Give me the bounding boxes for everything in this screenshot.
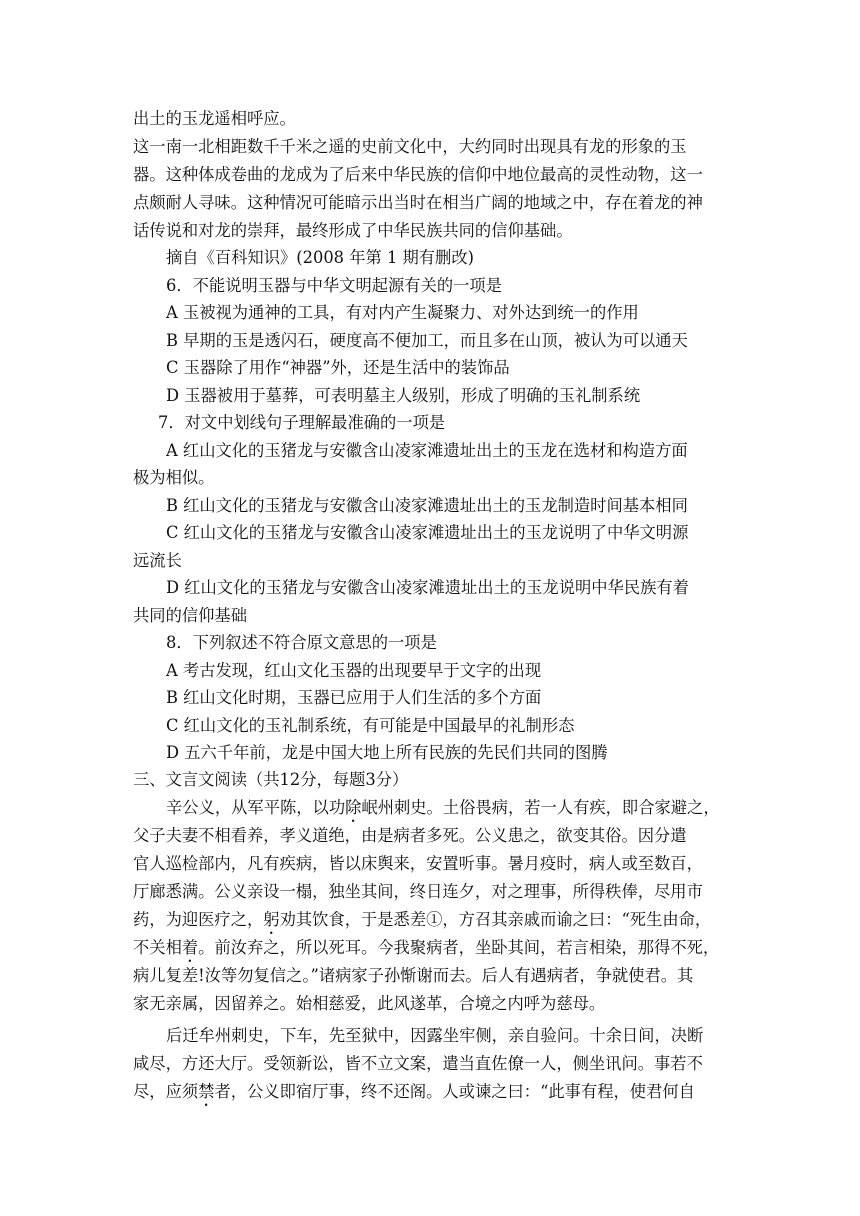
- source-citation: 摘自《百科知识》(2008 年第 1 期有删改): [166, 248, 474, 267]
- text-line: 器。这种体成卷曲的龙成为了后来中华民族的信仰中地位最高的灵性动物，这一: [133, 165, 703, 184]
- passage-line: 后迁牟州刺史，下车，先至狱中，因露坐牢侧，亲自验问。十余日间，决断: [166, 1026, 704, 1045]
- question-8-option-a: A 考古发现，红山文化玉器的出现要早于文字的出现: [166, 661, 542, 680]
- question-6-option-d: D 玉器被用于墓葬，可表明墓主人级别，形成了明确的玉礼制系统: [166, 386, 641, 405]
- question-7-option-b: B 红山文化的玉猪龙与安徽含山凌家滩遗址出土的玉龙制造时间基本相同: [166, 496, 688, 515]
- text-line: 点颇耐人寻味。这种情况可能暗示出当时在相当广阔的地域之中，存在着龙的神: [133, 193, 703, 212]
- section-heading: 三、文言文阅读（共12分，每题3分）: [133, 770, 409, 789]
- emphasized-char: 躬: [263, 910, 280, 929]
- question-7-option-a: A 红山文化的玉猪龙与安徽含山凌家滩遗址出土的玉龙在选材和构造方面: [166, 441, 688, 460]
- question-7-option-a-cont: 极为相似。: [133, 468, 215, 487]
- question-7-option-c-cont: 远流长: [133, 551, 182, 570]
- question-6: 6．不能说明玉器与中华文明起源有关的一项是: [166, 276, 502, 295]
- question-6-option-a: A 玉被视为通神的工具，有对内产生凝聚力、对外达到统一的作用: [166, 303, 639, 322]
- emphasized-char: 禁: [198, 1082, 215, 1101]
- question-6-option-c: C 玉器除了用作“神器”外，还是生活中的装饰品: [166, 358, 510, 377]
- emphasized-char: 着: [181, 938, 199, 957]
- passage-line: 尽，应须禁者，公义即宿厅事，终不还阁。人或谏之曰：“此事有程，使君何自: [133, 1082, 695, 1101]
- passage-line: 家无亲属，因留养之。始相慈爱，此风遂革，合境之内呼为慈母。: [133, 994, 606, 1013]
- passage-line: 辛公义，从军平陈，以功除岷州刺史。土俗畏病，若一人有疾，即合家避之，: [166, 798, 720, 817]
- passage-line: 厅廊悉满。公义亲设一榻，独坐其间，终日连夕，对之理事，所得秩俸，尽用市: [133, 882, 703, 901]
- text-line: 这一南一北相距数千千米之遥的史前文化中，大约同时出现具有龙的形象的玉: [133, 137, 687, 156]
- passage-line: 官人巡检部内，凡有疾病，皆以床舆来，安置听事。暑月疫时，病人或至数百，: [133, 854, 703, 873]
- passage-line: 不关相着。前汝弃之，所以死耳。今我聚病者，坐卧其间，若言相染，那得不死，: [133, 938, 720, 957]
- question-8-option-d: D 五六千年前，龙是中国大地上所有民族的先民们共同的图腾: [166, 743, 608, 762]
- emphasized-char: 除: [345, 798, 362, 817]
- question-7: 7．对文中划线句子理解最准确的一项是: [158, 413, 446, 432]
- question-7-option-d: D 红山文化的玉猪龙与安徽含山凌家滩遗址出土的玉龙说明中华民族有着: [166, 578, 689, 597]
- passage-line: 咸尽，方还大厅。受领新讼，皆不立文案，遣当直佐僚一人，侧坐讯问。事若不: [133, 1054, 703, 1073]
- question-7-option-d-cont: 共同的信仰基础: [133, 606, 247, 625]
- question-7-option-c: C 红山文化的玉猪龙与安徽含山凌家滩遗址出土的玉龙说明了中华文明源: [166, 523, 689, 542]
- passage-line: 药，为迎医疗之，躬劝其饮食，于是悉差①，方召其亲戚而谕之曰：“死生由命，: [133, 910, 712, 929]
- text-line: 话传说和对龙的崇拜，最终形成了中华民族共同的信仰基础。: [133, 221, 573, 240]
- text-line: 出土的玉龙遥相呼应。: [133, 109, 296, 128]
- passage-line: 病儿复差!汝等勿复信之。”诸病家子孙惭谢而去。后人有遇病者，争就使君。其: [133, 966, 694, 985]
- question-8-option-b: B 红山文化时期，玉器已应用于人们生活的多个方面: [166, 688, 542, 707]
- question-8-option-c: C 红山文化的玉礼制系统，有可能是中国最早的礼制形态: [166, 716, 575, 735]
- question-6-option-b: B 早期的玉是透闪石，硬度高不便加工，而且多在山顶，被认为可以通天: [166, 331, 688, 350]
- question-8: 8．下列叙述不符合原文意思的一项是: [166, 633, 437, 652]
- passage-line: 父子夫妻不相看养，孝义道绝，由是病者多死。公义患之，欲变其俗。因分遣: [133, 826, 687, 845]
